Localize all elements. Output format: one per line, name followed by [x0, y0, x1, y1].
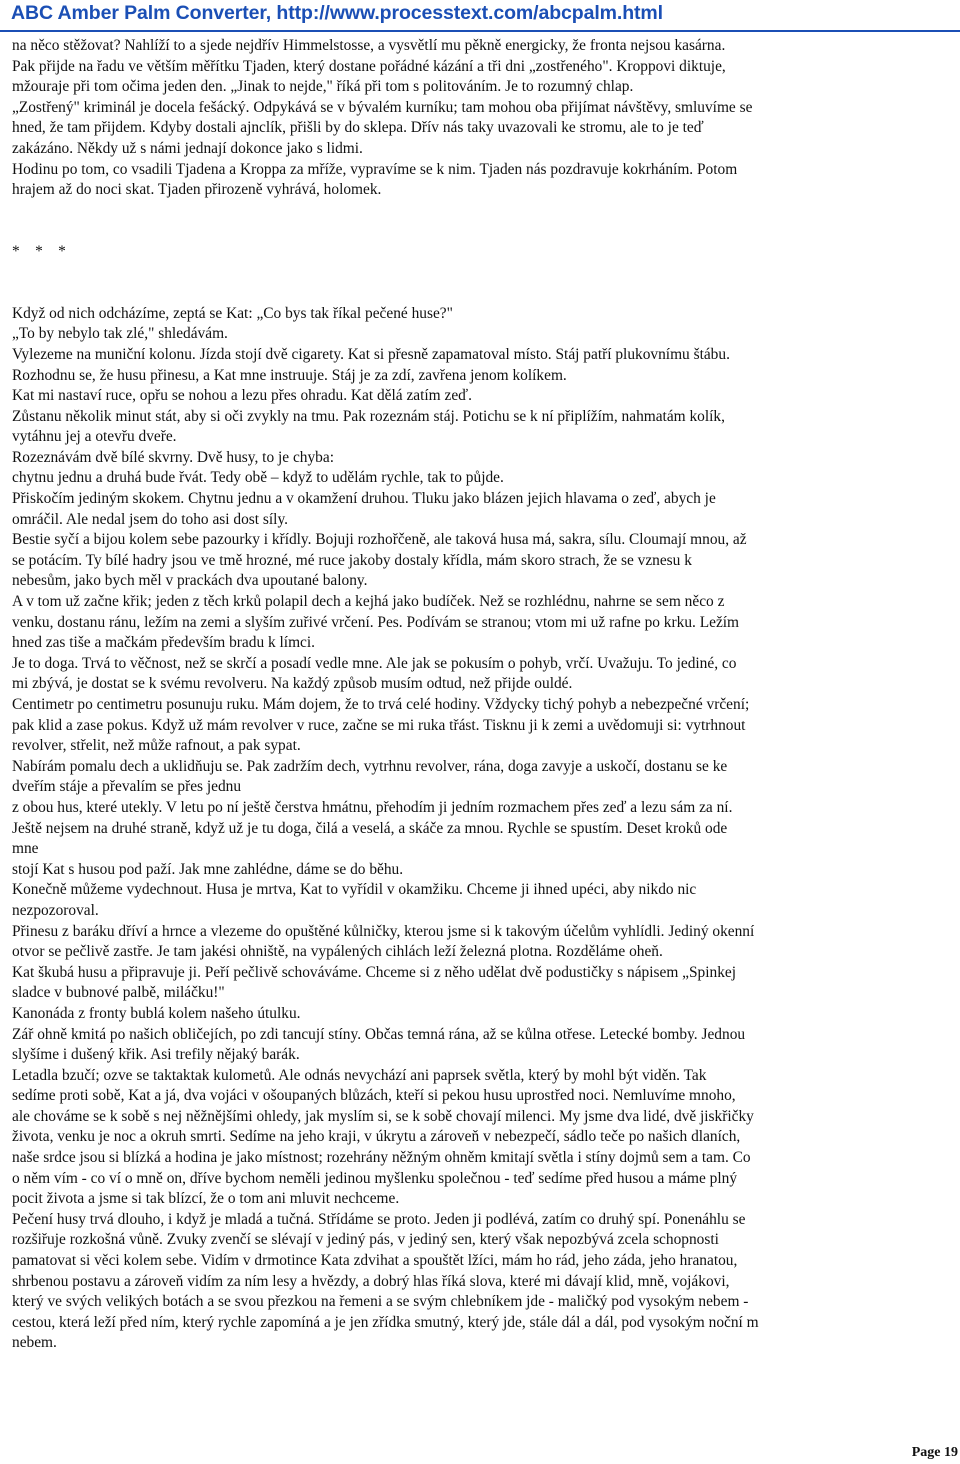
text-line: Pečení husy trvá dlouho, i když je mladá a tučná. Střídáme se proto. Jeden ji podlévá, zatím co druhý spí. Ponenáhlu se — [12, 1210, 746, 1228]
text-line: Rozhodnu se, že husu přinesu, a Kat mne instruuje. Stáj je za zdí, zavřena jenom kolíkem. — [12, 366, 567, 384]
text-line: Zůstanu několik minut stát, aby si oči zvykly na tmu. Pak rozeznám stáj. Potichu se k ní připlížím, nahmatám kolík, — [12, 407, 725, 425]
text-line: nezpozoroval. — [12, 901, 99, 919]
text-line: Konečně můžeme vydechnout. Husa je mrtva, Kat to vyřídil v okamžiku. Chceme ji ihned upéci, aby nikdo nic — [12, 881, 697, 899]
text-line: rozšiřuje rozkošná vůně. Zvuky zvenčí se slévají v jediný pás, v jediný sen, který však nepozbývá zcela schopnosti — [12, 1231, 719, 1249]
blank-line — [12, 283, 952, 304]
text-line: z obou hus, které utekly. V letu po ní ještě čerstva hmátnu, přehodím ji jedním rozmachem přes zeď a lezu sám za ní. — [12, 798, 733, 816]
text-line: mne — [12, 840, 39, 858]
text-line: A v tom už začne křik; jeden z těch krků polapil dech a kejhá jako budíček. Než se rozhlédnu, nahrne se sem něco z — [12, 593, 725, 611]
text-line: který ve svých velikých botách a se svou přezkou na řemeni a se svým chlebníkem jde - maličký pod vysokým nebem - — [12, 1293, 749, 1311]
text-line: nebesům, jako bych měl v prackách dva upoutané balony. — [12, 572, 368, 590]
header-divider — [0, 30, 960, 32]
text-line: Když od nich odcházíme, zeptá se Kat: „Co bys tak říkal pečené huse?" — [12, 304, 453, 322]
document-body — [12, 36, 952, 1354]
text-line: sedíme proti sobě, Kat a já, dva vojáci v ošoupaných blůzách, kteří si pekou husu uprostřed noci. Nemluvíme mnoho, — [12, 1087, 736, 1105]
text-line: nebem. — [12, 1334, 57, 1352]
text-line: Kat mi nastaví ruce, opřu se nohou a lezu přes ohradu. Kat dělá zatím zeď. — [12, 387, 472, 405]
text-line: na něco stěžovat? Nahlíží to a sjede nejdřív Himmelstosse, a vysvětlí mu pěkně energicky, že fronta nejsou kasárna. — [12, 37, 726, 54]
text-line: Kat škubá husu a připravuje ji. Peří pečlivě schováváme. Chceme si z něho udělat dvě podustičky s nápisem „Spinkej — [12, 963, 737, 981]
text-line: mi zbývá, je dostat se k svému revolveru. Na každý způsob musím odtud, než přijde ouldé. — [12, 675, 573, 693]
text-line: hned zas tiše a mačkám především bradu k límci. — [12, 634, 316, 652]
text-line: o něm vím - co ví o mně on, dříve bychom neměli jedinou myšlenku společnou - teď sedíme před husou a máme plný — [12, 1169, 738, 1187]
text-line: pamatovat si věci kolem sebe. Vidím v drmotince Kata zdvihat a spouštět lžíci, mám ho rád, jeho záda, jeho hranatou, — [12, 1252, 738, 1270]
text-line: pocit života a jsme si tak blízcí, že o tom ani mluvit nechceme. — [12, 1190, 400, 1208]
text-line: stojí Kat s husou pod paží. Jak mne zahlédne, dáme se do běhu. — [12, 860, 404, 878]
text-line: Je to doga. Trvá to věčnost, než se skrčí a posadí vedle mne. Ale jak se pokusím o pohyb, vrčí. Uvažuju. To jediné, co — [12, 654, 737, 672]
text-line: hrajem až do noci skat. Tjaden přirozeně vyhrává, holomek. — [12, 181, 382, 199]
text-line: ale chováme se k sobě s nej něžnějšími ohledy, jak myslím si, se k sobě chovají milenci. My jsme dva lidé, dvě jiskřičky — [12, 1107, 754, 1125]
text-line: hned, že tam přijdem. Kdyby dostali ajnclík, přišli by do sklepa. Dřív nás taky uvazovali ke stromu, ale to je teď — [12, 119, 704, 137]
text-line: dveřím stáje a převalím se přes jednu — [12, 778, 242, 796]
text-line: vytáhnu jej a otevřu dveře. — [12, 428, 177, 446]
text-line: cestou, která leží před ním, který rychle zapomíná a je jen zřídka smutný, který jde, stále dál a dál, pod vysokým noční m — [12, 1313, 759, 1331]
text-line: Přinesu z baráku dříví a hrnce a vlezeme do opuštěné kůlničky, kterou jsme si k takovým účelům vyhlídli. Jediný okenní — [12, 922, 755, 940]
page-number: Page 19 — [911, 1445, 958, 1460]
text-line: života, venku je noc a okruh smrti. Sedíme na jeho kraji, v úkrytu a zároveň v nebezpečí, sádlo teče po našich dlaních, — [12, 1128, 741, 1146]
text-line: Hodinu po tom, co vsadili Tjadena a Kroppa za mříže, vypravíme se k nim. Tjaden nás pozdravuje kokrháním. Potom — [12, 160, 738, 178]
blank-line — [12, 221, 952, 242]
text-line: Pak přijde na řadu ve větším měřítku Tjaden, který dostane pořádné kázání a tři dni „zostřeného". Kroppovi diktuje, — [12, 57, 726, 75]
text-line: Kanonáda z fronty bublá kolem našeho útulku. — [12, 1004, 301, 1022]
text-line: Letadla bzučí; ozve se taktaktak kulometů. Ale odnás nevychází ani paprsek světla, který by mohl být viděn. Tak — [12, 1066, 707, 1084]
text-line: naše srdce jsou si blízká a hodina je jako místnost; rozehrány něžným ohněm kmitají světla i stíny dojmů sem a tam. Co — [12, 1149, 751, 1167]
text-line: Vylezeme na muniční kolonu. Jízda stojí dvě cigarety. Kat si přesně zapamatoval místo. Stáj patří plukovnímu štábu. — [12, 345, 730, 363]
text-line: shrbenou postavu a zároveň vidím za ním lesy a hvězdy, a dobrý hlas říká slova, které mi dávají klid, mně, vojákovi, — [12, 1272, 730, 1290]
text-line: „Zostřený" kriminál je docela fešácký. Odpykává se v bývalém kurníku; tam mohou oba přijímat návštěvy, smluvíme se — [12, 98, 753, 116]
text-line: pak klid a zase pokus. Když už mám revolver v ruce, začne se mi ruka třást. Tisknu ji k zemi a uvědomuji si: vytrhnout — [12, 716, 746, 734]
text-line: Přiskočím jediným skokem. Chytnu jednu a v okamžení druhou. Tluku jako blázen jejich hlavama o zeď, abych je — [12, 490, 716, 508]
blank-line — [12, 263, 952, 284]
section-separator: * * * — [12, 242, 66, 260]
text-line: se potácím. Ty bílé hadry jsou ve tmě hrozné, mé ruce jakoby dostaly křídla, mám skoro strach, že se vznesu k — [12, 551, 692, 569]
text-line: otvor se pečlivě zastře. Je tam jakési ohniště, na vypálených cihlách leží železná plotna. Rozděláme oheň. — [12, 943, 663, 961]
text-line: zakázáno. Někdy už s námi jednají dokonce jako s lidmi. — [12, 139, 363, 157]
text-line: Nabírám pomalu dech a uklidňuju se. Pak zadržím dech, vytrhnu revolver, rána, doga zavyje a uskočí, dostanu se ke — [12, 757, 728, 775]
blank-line — [12, 201, 952, 222]
text-line: chytnu jednu a druhá bude řvát. Tedy obě – když to udělám rychle, tak to půjde. — [12, 469, 504, 487]
text-line: mžouraje při tom očima jeden den. „Jinak to nejde," říká při tom s politováním. Je to rozumný chlap. — [12, 78, 634, 96]
page-header-title: ABC Amber Palm Converter, http://www.processtext.com/abcpalm.html — [11, 2, 663, 24]
text-line: Zář ohně kmitá po našich obličejích, po zdi tancují stíny. Občas temná rána, až se kůlna otřese. Letecké bomby. Jednou — [12, 1025, 746, 1043]
text-line: venku, dostanu ránu, ležím na zemi a slyším zuřivé vrčení. Pes. Podívám se stranou; vtom mi už rafne po krku. Ležím — [12, 613, 740, 631]
text-line: Rozeznávám dvě bílé skvrny. Dvě husy, to je chyba: — [12, 448, 334, 466]
text-line: Ještě nejsem na druhé straně, když už je tu doga, čilá a veselá, a skáče za mnou. Rychle se spustím. Deset kroků ode — [12, 819, 728, 837]
text-line: sladce v bubnové palbě, miláčku!" — [12, 984, 225, 1002]
text-line: revolver, střelit, než může rafnout, a pak sypat. — [12, 737, 301, 755]
text-line: Centimetr po centimetru posunuju ruku. Mám dojem, že to trvá celé hodiny. Vždycky tichý pohyb a nebezpečné vrčení; — [12, 696, 750, 713]
text-line: „To by nebylo tak zlé," shledávám. — [12, 325, 228, 343]
text-line: omráčil. Ale nedal jsem do toho asi dost síly. — [12, 510, 288, 528]
text-line: Bestie syčí a bijou kolem sebe pazourky i křídly. Bojuji rozhořčeně, ale taková husa má, sakra, sílu. Cloumají mnou, až — [12, 531, 747, 549]
text-line: slyšíme i dušený křik. Asi trefily nějaký barák. — [12, 1046, 300, 1064]
